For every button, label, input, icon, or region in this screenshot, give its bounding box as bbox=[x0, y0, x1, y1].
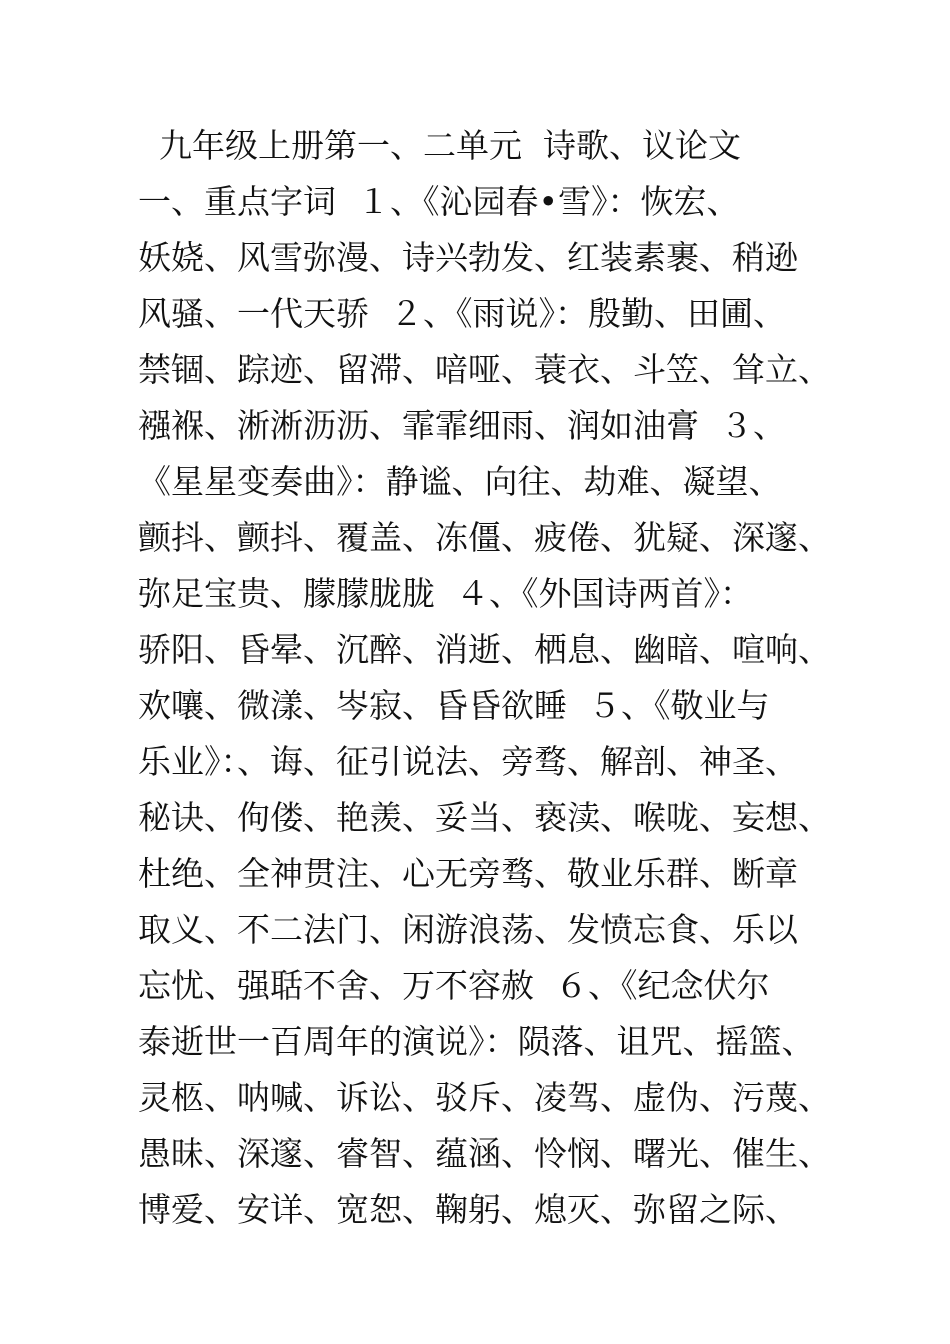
text-line: 博爱、安详、宽恕、鞠躬、熄灭、弥留之际、 bbox=[138, 1190, 798, 1229]
text-line: 泰逝世一百周年的演说》：陨落、诅咒、摇篮、 bbox=[138, 1022, 815, 1061]
text-line: 风骚、一代天骄 ２、《雨说》：殷勤、田圃、 bbox=[138, 294, 786, 333]
text-line: 杜绝、全神贯注、心无旁骛、敬业乐群、断章 bbox=[138, 854, 798, 893]
text-line: 乐业》：、诲、征引说法、旁骛、解剖、神圣、 bbox=[138, 742, 798, 781]
text-line: 弥足宝贵、朦朦胧胧 ４、《外国诗两首》： bbox=[138, 574, 753, 613]
text-line: 取义、不二法门、闲游浪荡、发愤忘食、乐以 bbox=[138, 910, 798, 949]
text-line-title: 九年级上册第一、二单元 诗歌、议论文 bbox=[138, 126, 741, 165]
text-line: 襁褓、淅淅沥沥、霏霏细雨、润如油膏 ３、 bbox=[138, 406, 786, 445]
text-line: 欢嚷、微漾、岑寂、昏昏欲睡 ５、《敬业与 bbox=[138, 686, 770, 725]
text-line: 禁锢、踪迹、留滞、喑哑、蓑衣、斗笠、耸立、 bbox=[138, 350, 831, 389]
text-line: 骄阳、昏晕、沉醉、消逝、栖息、幽暗、喧响、 bbox=[138, 630, 831, 669]
text-line: 秘诀、佝偻、艳羡、妥当、亵渎、喉咙、妄想、 bbox=[138, 798, 831, 837]
document-body bbox=[138, 118, 858, 1238]
text-line: 一、重点字词 １、《沁园春•雪》：恢宏、 bbox=[138, 182, 740, 221]
text-line: 忘忧、强聒不舍、万不容赦 ６、《纪念伏尔 bbox=[138, 966, 770, 1005]
text-line: 妖娆、风雪弥漫、诗兴勃发、红装素裹、稍逊 bbox=[138, 238, 798, 277]
text-line: 愚昧、深邃、睿智、蕴涵、怜悯、曙光、催生、 bbox=[138, 1134, 831, 1173]
text-line: 灵柩、呐喊、诉讼、驳斥、凌驾、虚伪、污蔑、 bbox=[138, 1078, 831, 1117]
text-line: 颤抖、颤抖、覆盖、冻僵、疲倦、犹疑、深邃、 bbox=[138, 518, 831, 557]
text-line: 《星星变奏曲》：静谧、向往、劫难、凝望、 bbox=[138, 462, 782, 501]
